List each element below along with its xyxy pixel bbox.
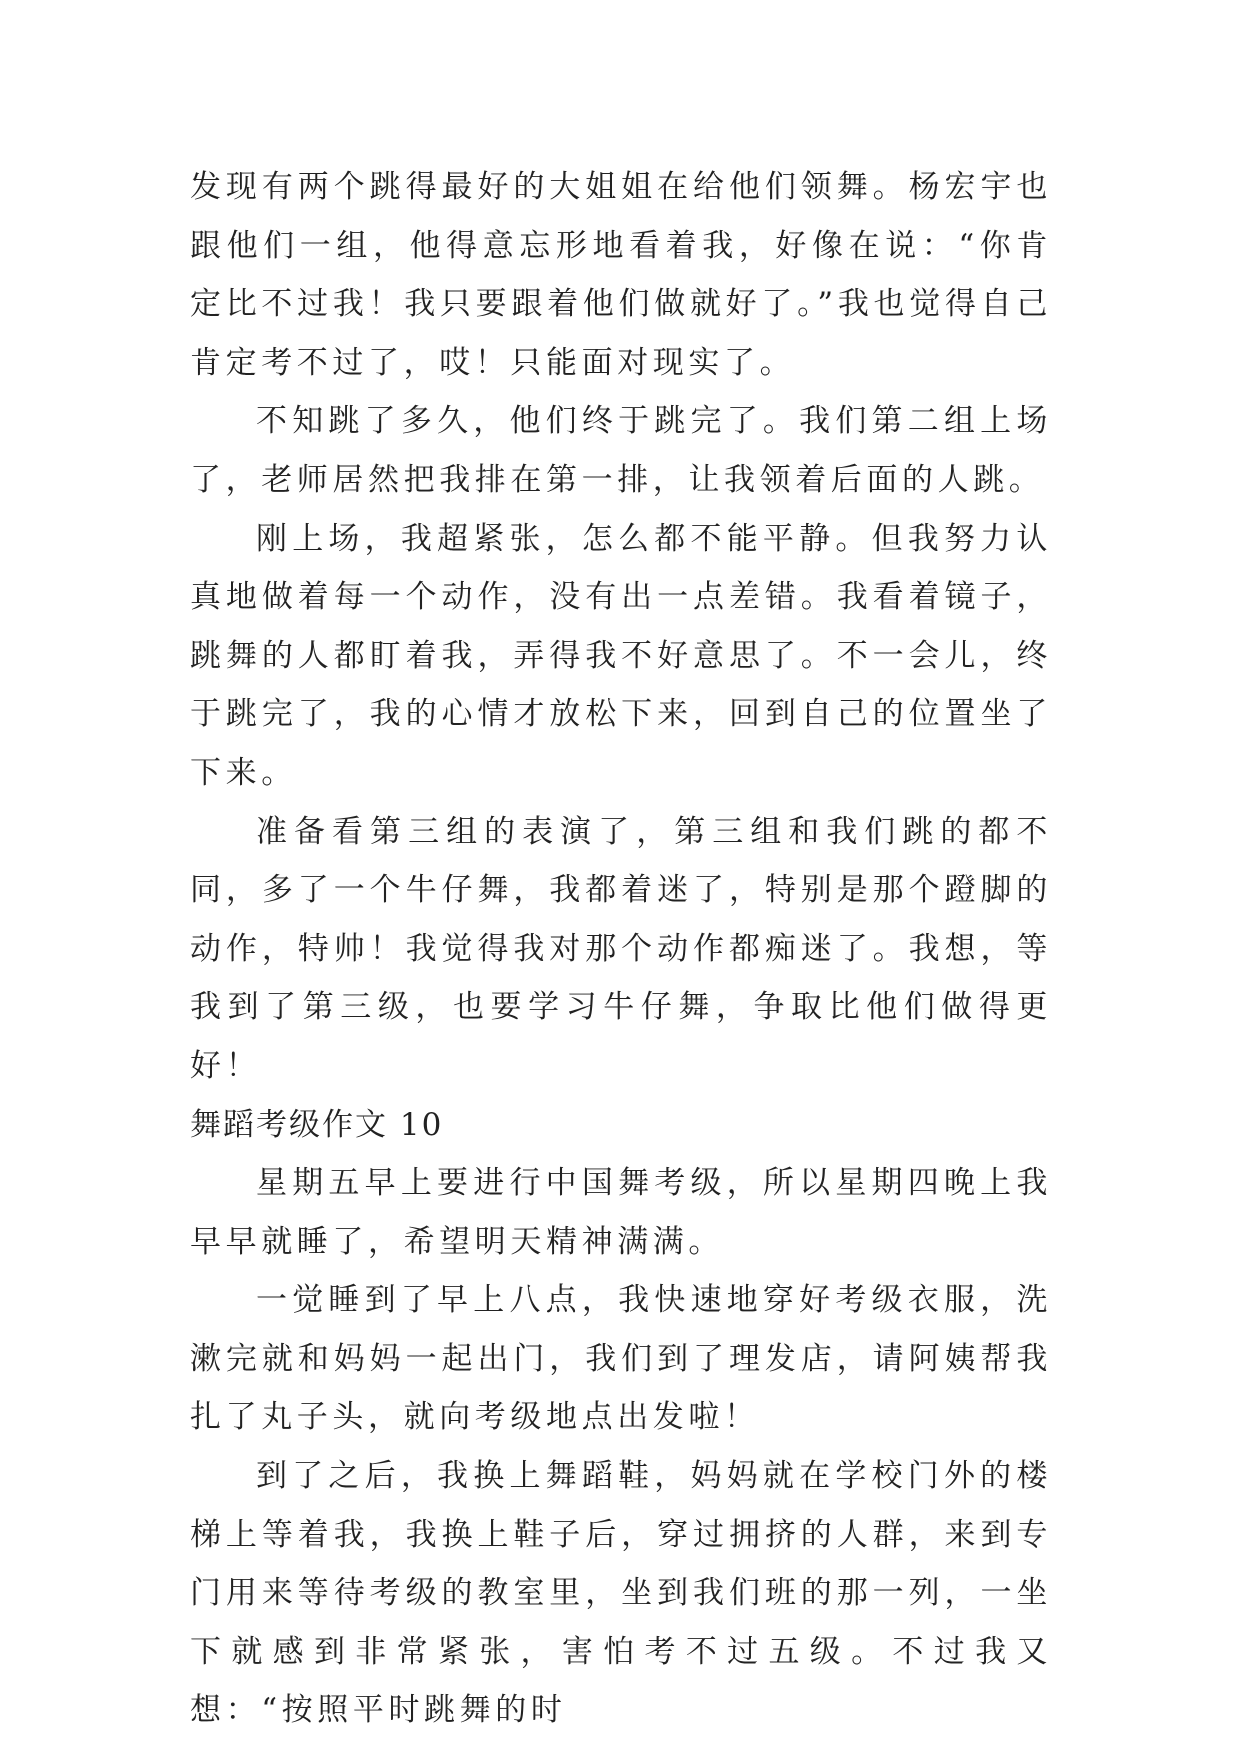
section-heading: 舞蹈考级作文 10 xyxy=(190,1106,444,1143)
paragraph: 一觉睡到了早上八点，我快速地穿好考级衣服，洗漱完就和妈妈一起出门，我们到了理发店，请阿姨帮我扎了丸子头，就向考级地点出发啦！ xyxy=(190,1282,1052,1436)
paragraph-continuation: 发现有两个跳得最好的大姐姐在给他们领舞。杨宏宇也跟他们一组，他得意忘形地看着我，好像在说：“你肯定比不过我！我只要跟着他们做就好了。”我也觉得自己肯定考不过了，哎！只能面对现实了。 xyxy=(190,169,1052,381)
paragraph: 不知跳了多久，他们终于跳完了。我们第二组上场了，老师居然把我排在第一排，让我领着后面的人跳。 xyxy=(190,403,1052,498)
document-text xyxy=(190,158,1052,1740)
paragraph: 星期五早上要进行中国舞考级，所以星期四晚上我早早就睡了，希望明天精神满满。 xyxy=(190,1165,1052,1260)
paragraph: 到了之后，我换上舞蹈鞋，妈妈就在学校门外的楼梯上等着我，我换上鞋子后，穿过拥挤的人群，来到专门用来等待考级的教室里，坐到我们班的那一列，一坐下就感到非常紧张，害怕考不过五级。不过我又想：“按照平时跳舞的时 xyxy=(190,1458,1052,1729)
paragraph: 准备看第三组的表演了，第三组和我们跳的都不同，多了一个牛仔舞，我都着迷了，特别是那个蹬脚的动作，特帅！我觉得我对那个动作都痴迷了。我想，等我到了第三级，也要学习牛仔舞，争取比他们做得更好！ xyxy=(190,813,1052,1084)
paragraph: 刚上场，我超紧张，怎么都不能平静。但我努力认真地做着每一个动作，没有出一点差错。我看着镜子，跳舞的人都盯着我，弄得我不好意思了。不一会儿，终于跳完了，我的心情才放松下来，回到自己的位置坐了下来。 xyxy=(190,520,1052,791)
